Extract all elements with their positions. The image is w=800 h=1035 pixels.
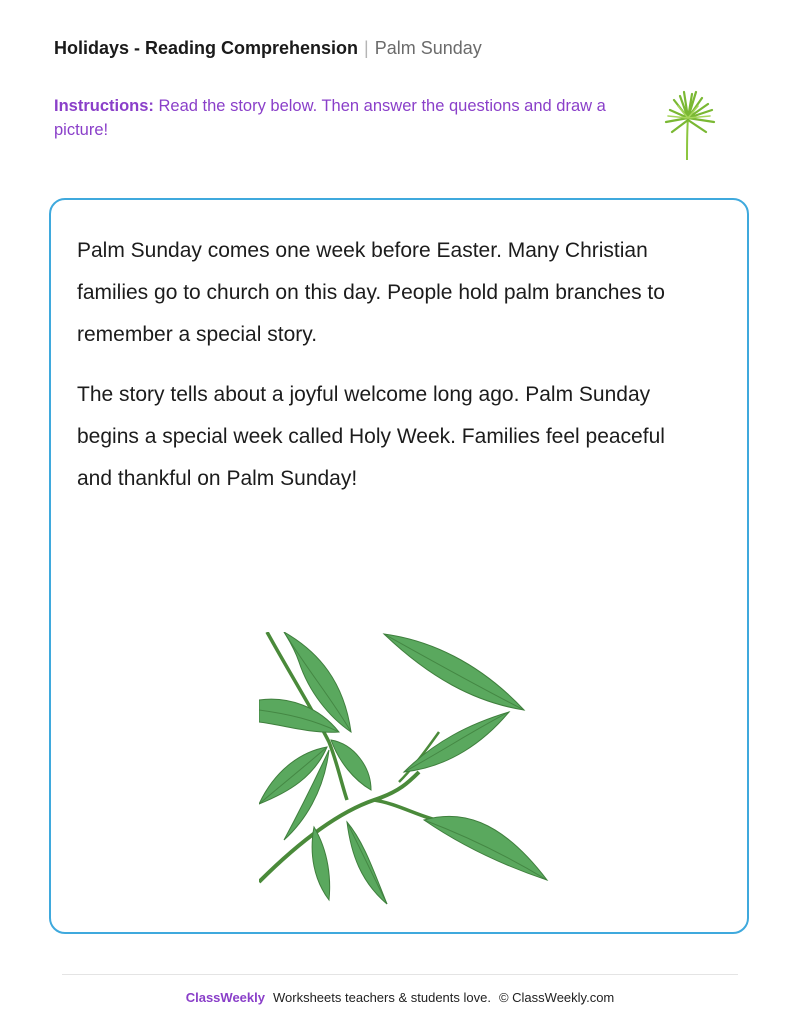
- title-separator: |: [364, 38, 369, 58]
- instructions: [54, 94, 614, 142]
- footer: [0, 990, 800, 1005]
- palm-branch-illustration: [259, 632, 549, 907]
- instructions-text: Read the story below. Then answer the questions and draw a picture!: [54, 97, 606, 139]
- story-paragraph: Palm Sunday comes one week before Easter. Many Christian families go to church on this day. People hold palm branches to remember a special story.: [77, 239, 665, 346]
- story-box: [49, 198, 749, 934]
- footer-brand: ClassWeekly: [185, 990, 265, 1005]
- worksheet-header: [54, 38, 482, 59]
- footer-copyright: © ClassWeekly.com: [498, 990, 615, 1005]
- instructions-label: Instructions:: [54, 97, 154, 115]
- story-paragraph: The story tells about a joyful welcome long ago. Palm Sunday begins a special week called Holy Week. Families feel peaceful and thankful on Palm Sunday!: [77, 383, 665, 490]
- palm-sprig-icon: [660, 88, 718, 162]
- footer-tagline: Worksheets teachers & students love.: [272, 990, 491, 1005]
- story-text: [77, 230, 677, 518]
- footer-divider: [62, 974, 738, 975]
- worksheet-title: Holidays - Reading Comprehension: [54, 38, 359, 58]
- worksheet-subtitle: Palm Sunday: [374, 38, 482, 58]
